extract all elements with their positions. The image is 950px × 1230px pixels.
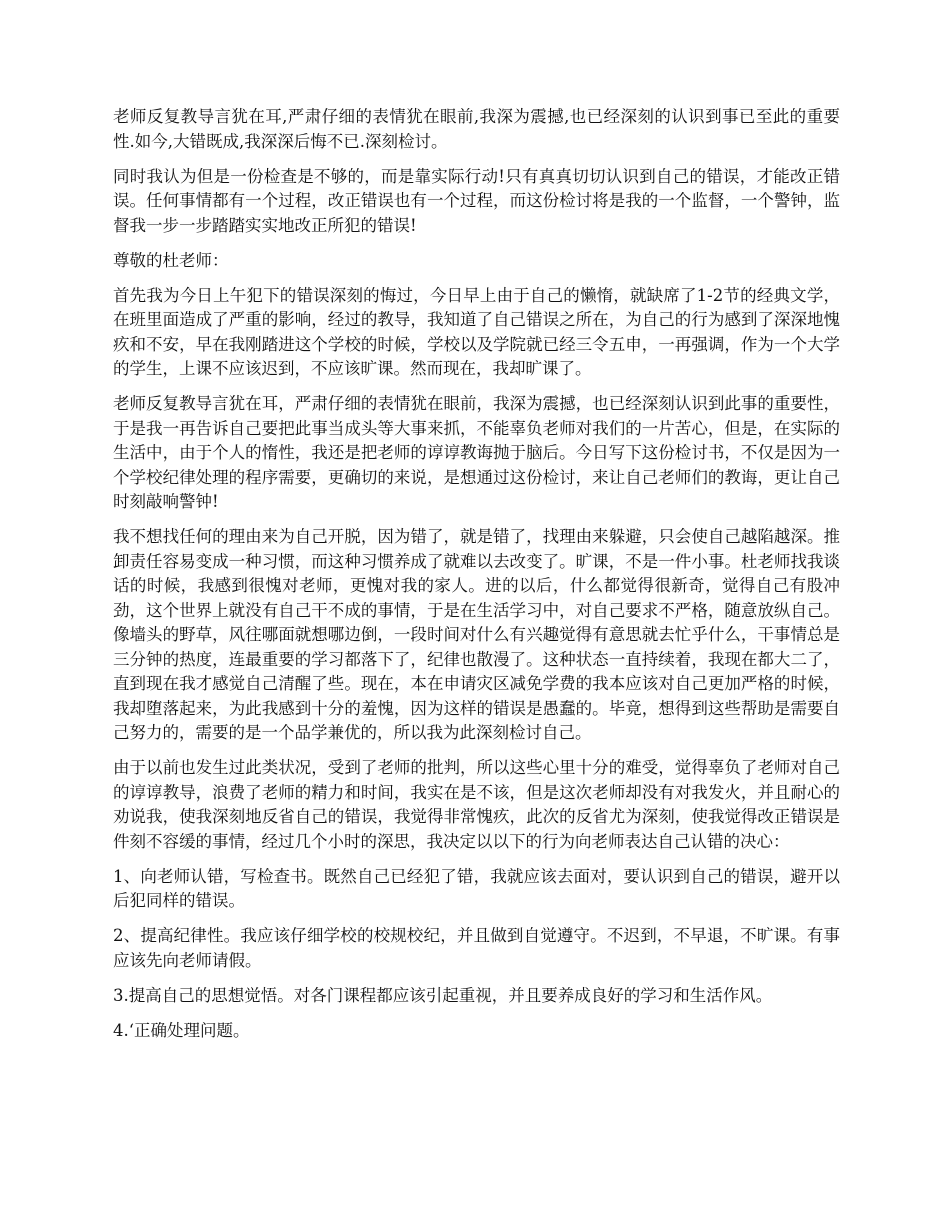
paragraph-absence-confession: 首先我为今日上午犯下的错误深刻的悔过，今日早上由于自己的懒惰，就缺席了1-2节的经典文学，在班里面造成了严重的影响，经过的教导，我知道了自己错误之所在，为自己的行为感到了深深地愧疚和不安，早在我刚踏进这个学校的时候，学校以及学院就已经三令五申，一再强调，作为一个大学的学生，上课不应该迟到，不应该旷课。然而现在，我却旷课了。 bbox=[113, 285, 840, 378]
list-item-1: 1、向老师认错，写检查书。既然自己已经犯了错，我就应该去面对，要认识到自己的错误，避开以后犯同样的错误。 bbox=[113, 866, 840, 910]
list-item-3: 3.提高自己的思想觉悟。对各门课程都应该引起重视，并且要养成良好的学习和生活作风。 bbox=[113, 985, 773, 1005]
paragraph-opening-remorse: 老师反复教导言犹在耳,严肃仔细的表情犹在眼前,我深为震撼,也已经深刻的认识到事已至此的重要性.如今,大错既成,我深深后悔不已.深刻检讨。 bbox=[113, 107, 840, 151]
document-page bbox=[113, 105, 840, 1054]
paragraph-resolution-intro: 由于以前也发生过此类状况，受到了老师的批判，所以这些心里十分的难受，觉得辜负了老师对自己的谆谆教导，浪费了老师的精力和时间，我实在是不该，但是这次老师却没有对我发火，并且耐心的劝说我，使我深刻地反省自己的错误，我觉得非常愧疚，此次的反省尤为深刻，使我觉得改正错误是件刻不容缓的事情，经过几个小时的深思，我决定以以下的行为向老师表达自己认错的决心： bbox=[113, 758, 840, 851]
paragraph-salutation: 尊敬的杜老师： bbox=[113, 250, 229, 270]
paragraph-self-reflection: 我不想找任何的理由来为自己开脱，因为错了，就是错了，找理由来躲避，只会使自己越陷越深。推卸责任容易变成一种习惯，而这种习惯养成了就难以去改变了。旷课，不是一件小事。杜老师找我谈话的时候，我感到很愧对老师，更愧对我的家人。进的以后，什么都觉得很新奇，觉得自己有股冲劲，这个世界上就没有自己干不成的事情，于是在生活学习中，对自己要求不严格，随意放纵自己。像墙头的野草，风往哪面就想哪边倒，一段时间对什么有兴趣觉得有意思就去忙乎什么，干事情总是三分钟的热度，连最重要的学习都落下了，纪律也散漫了。这种状态一直持续着，我现在都大二了，直到现在我才感觉自己清醒了些。现在，本在申请灾区减免学费的我本应该对自己更加严格的时候，我却堕落起来，为此我感到十分的羞愧，因为这样的错误是愚蠢的。毕竟，想得到这些帮助是需要自己努力的，需要的是一个品学兼优的，所以我为此深刻检讨自己。 bbox=[113, 527, 840, 742]
list-item-2: 2、提高纪律性。我应该仔细学校的校规校纪，并且做到自觉遵守。不迟到，不早退，不旷课。有事应该先向老师请假。 bbox=[113, 926, 840, 970]
paragraph-action-commitment: 同时我认为但是一份检查是不够的，而是靠实际行动!只有真真切切认识到自己的错误，才能改正错误。任何事情都有一个过程，改正错误也有一个过程，而这份检讨将是我的一个监督，一个警钟，监督我一步一步踏踏实实地改正所犯的错误! bbox=[113, 166, 840, 235]
paragraph-teacher-guidance: 老师反复教导言犹在耳，严肃仔细的表情犹在眼前，我深为震撼，也已经深刻认识到此事的重要性，于是我一再告诉自己要把此事当成头等大事来抓，不能辜负老师对我们的一片苦心，但是，在实际的生活中，由于个人的惰性，我还是把老师的谆谆教诲抛于脑后。今日写下这份检讨书，不仅是因为一个学校纪律处理的程序需要，更确切的来说，是想通过这份检讨，来让自己老师们的教诲，更让自己时刻敲响警钟! bbox=[113, 394, 840, 511]
list-item-4: 4.‘正确处理问题。 bbox=[113, 1020, 250, 1040]
